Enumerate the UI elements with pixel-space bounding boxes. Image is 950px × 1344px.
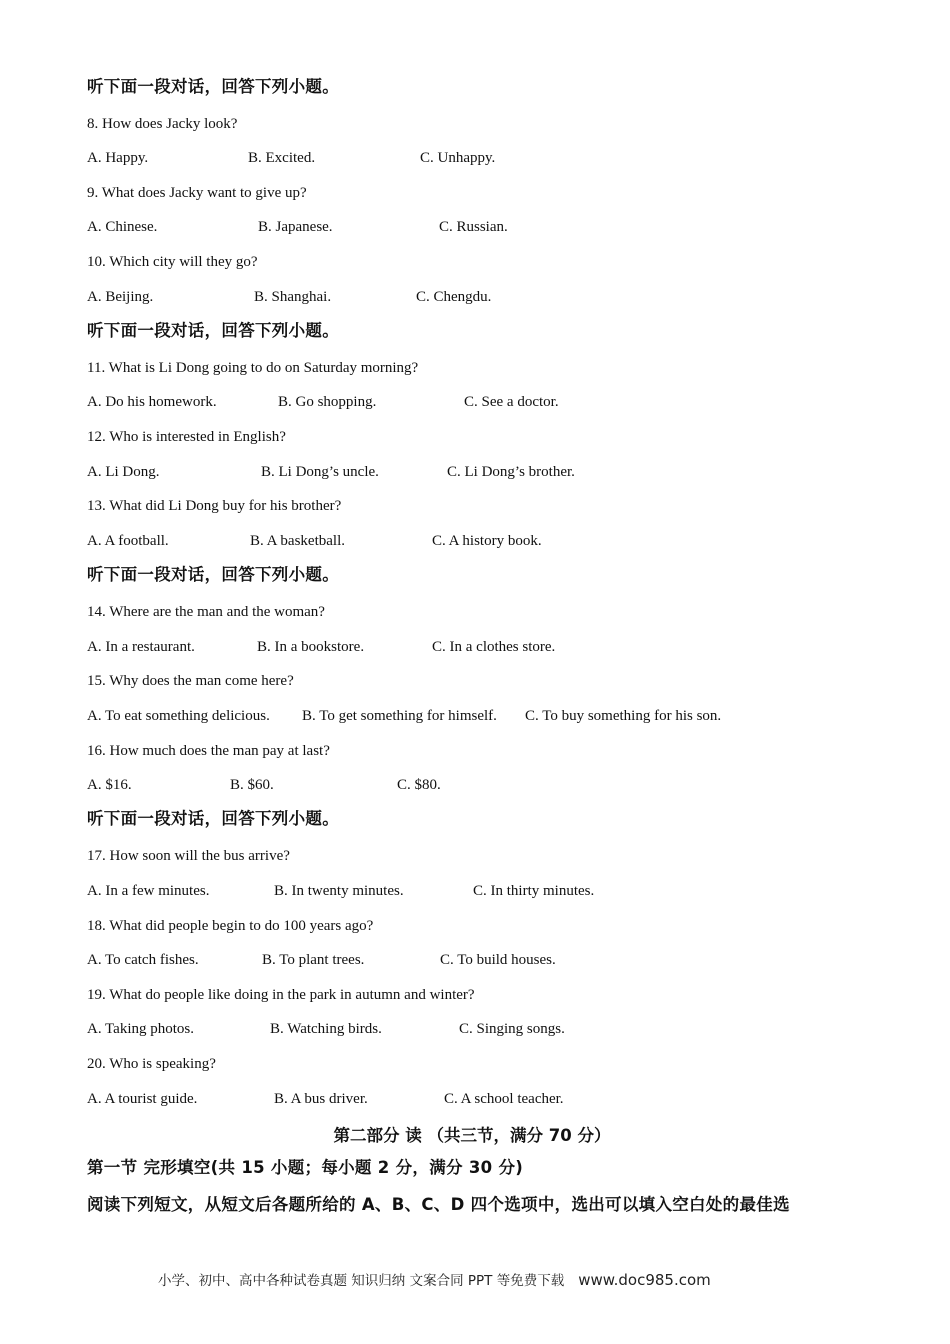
- question-14-option-a: A. In a restaurant.: [87, 639, 195, 655]
- question-8-option-c: C. Unhappy.: [420, 150, 496, 166]
- question-12-option-c: C. Li Dong’s brother.: [447, 464, 575, 480]
- question-19-option-a: A. Taking photos.: [87, 1021, 195, 1037]
- section-heading: 听下面一段对话，回答下列小题。: [87, 77, 339, 96]
- question-19-option-b: B. Watching birds.: [270, 1021, 382, 1037]
- cloze-section-title: 第一节 完形填空(共 15 小题；每小题 2 分，满分 30 分): [87, 1158, 524, 1177]
- footer-url-link[interactable]: www.doc985.com: [578, 1271, 711, 1289]
- question-11-option-c: C. See a doctor.: [464, 394, 559, 410]
- question-17-option-a: A. In a few minutes.: [87, 883, 210, 899]
- section-heading: 听下面一段对话，回答下列小题。: [87, 565, 339, 584]
- question-12-option-b: B. Li Dong’s uncle.: [261, 464, 379, 480]
- question-12: 12. Who is interested in English?: [87, 429, 286, 445]
- question-18-option-b: B. To plant trees.: [262, 952, 365, 968]
- question-16-option-a: A. $16.: [87, 777, 132, 793]
- question-20-option-a: A. A tourist guide.: [87, 1091, 198, 1107]
- question-20-option-b: B. A bus driver.: [274, 1091, 368, 1107]
- question-12-option-a: A. Li Dong.: [87, 464, 160, 480]
- question-14: 14. Where are the man and the woman?: [87, 604, 325, 620]
- question-9: 9. What does Jacky want to give up?: [87, 185, 307, 201]
- question-13-option-c: C. A history book.: [432, 533, 542, 549]
- question-8-option-a: A. Happy.: [87, 150, 149, 166]
- question-13-option-a: A. A football.: [87, 533, 169, 549]
- footer-text: 小学、初中、高中各种试卷真题 知识归纳 文案合同 PPT 等免费下载: [158, 1273, 565, 1289]
- question-10-option-c: C. Chengdu.: [416, 289, 492, 305]
- section-heading: 听下面一段对话，回答下列小题。: [87, 809, 339, 828]
- part-two-title: 第二部分 读 （共三节，满分 70 分）: [333, 1126, 611, 1145]
- section-heading: 听下面一段对话，回答下列小题。: [87, 321, 339, 340]
- question-10-option-b: B. Shanghai.: [254, 289, 332, 305]
- question-14-option-b: B. In a bookstore.: [257, 639, 365, 655]
- question-20: 20. Who is speaking?: [87, 1056, 216, 1072]
- question-16-option-b: B. $60.: [230, 777, 274, 793]
- question-9-option-a: A. Chinese.: [87, 219, 158, 235]
- question-18-option-a: A. To catch fishes.: [87, 952, 199, 968]
- question-13: 13. What did Li Dong buy for his brother?: [87, 498, 342, 514]
- question-19: 19. What do people like doing in the park in autumn and winter?: [87, 987, 475, 1003]
- question-17: 17. How soon will the bus arrive?: [87, 848, 290, 864]
- question-16: 16. How much does the man pay at last?: [87, 743, 330, 759]
- question-17-option-b: B. In twenty minutes.: [274, 883, 404, 899]
- question-15-option-c: C. To buy something for his son.: [525, 708, 722, 724]
- question-10-option-a: A. Beijing.: [87, 289, 154, 305]
- question-15: 15. Why does the man come here?: [87, 673, 294, 689]
- question-13-option-b: B. A basketball.: [250, 533, 345, 549]
- question-18-option-c: C. To build houses.: [440, 952, 556, 968]
- question-15-option-a: A. To eat something delicious.: [87, 708, 270, 724]
- question-18: 18. What did people begin to do 100 years ago?: [87, 918, 374, 934]
- question-16-option-c: C. $80.: [397, 777, 441, 793]
- reading-instruction: 阅读下列短文，从短文后各题所给的 A、B、C、D 四个选项中，选出可以填入空白处的最佳选: [87, 1195, 790, 1214]
- question-19-option-c: C. Singing songs.: [459, 1021, 565, 1037]
- question-9-option-c: C. Russian.: [439, 219, 508, 235]
- question-9-option-b: B. Japanese.: [258, 219, 333, 235]
- question-8: 8. How does Jacky look?: [87, 116, 238, 132]
- question-11-option-b: B. Go shopping.: [278, 394, 377, 410]
- question-8-option-b: B. Excited.: [248, 150, 316, 166]
- question-17-option-c: C. In thirty minutes.: [473, 883, 595, 899]
- question-11-option-a: A. Do his homework.: [87, 394, 217, 410]
- question-14-option-c: C. In a clothes store.: [432, 639, 556, 655]
- question-15-option-b: B. To get something for himself.: [302, 708, 497, 724]
- question-10: 10. Which city will they go?: [87, 254, 258, 270]
- question-11: 11. What is Li Dong going to do on Saturday morning?: [87, 360, 419, 376]
- footer: [158, 1269, 711, 1289]
- question-20-option-c: C. A school teacher.: [444, 1091, 564, 1107]
